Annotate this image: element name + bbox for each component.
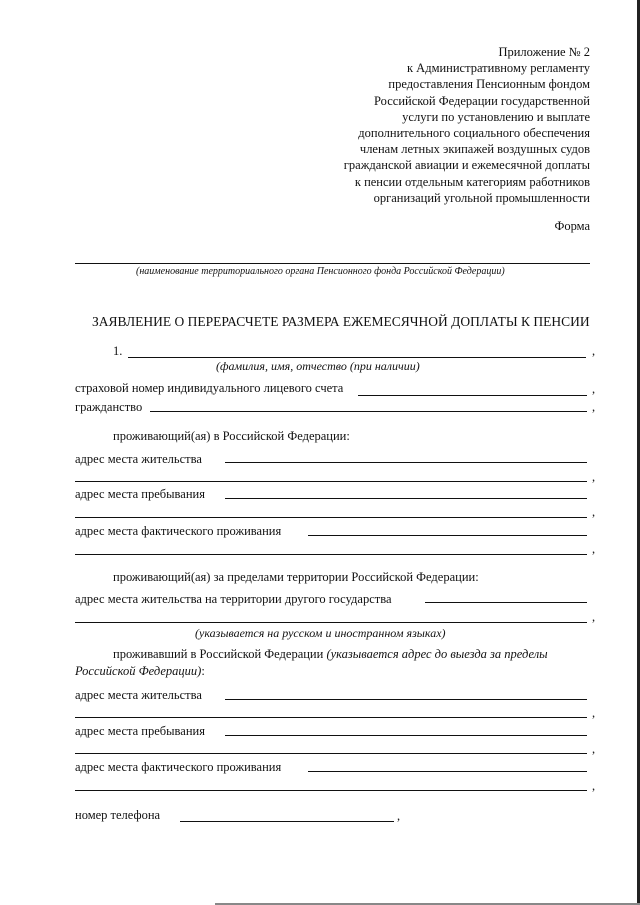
appendix-line: дополнительного социального обеспечения	[358, 126, 590, 141]
organ-name-field[interactable]	[75, 263, 590, 264]
form-label: Форма	[554, 219, 590, 233]
foreign-residence-field[interactable]	[425, 602, 587, 603]
comma: ,	[592, 470, 596, 484]
phone-field[interactable]	[180, 821, 394, 822]
rf-stay-label: адрес места пребывания	[75, 487, 205, 501]
rf-actual-field[interactable]	[308, 535, 587, 536]
snils-field[interactable]	[358, 395, 587, 396]
former-actual-field[interactable]	[308, 771, 587, 772]
language-caption: (указывается на русском и иностранном языках)	[195, 626, 446, 640]
former-heading-plain: проживавший в Российской Федерации	[113, 647, 324, 661]
former-actual-field-2[interactable]	[75, 790, 587, 791]
appendix-line: услуги по установлению и выплате	[402, 109, 590, 124]
rf-residence-label: адрес места жительства	[75, 452, 202, 466]
organ-caption: (наименование территориального органа Пенсионного фонда Российской Федерации)	[136, 266, 505, 277]
appendix-line: организаций угольной промышленности	[373, 190, 590, 205]
rf-actual-label: адрес места фактического проживания	[75, 524, 282, 538]
foreign-residence-field-2[interactable]	[75, 622, 587, 623]
snils-label: страховой номер индивидуального лицевого счета	[75, 381, 344, 395]
former-actual-label: адрес места фактического проживания	[75, 760, 282, 774]
foreign-residence-label: адрес места жительства на территории другого государства	[75, 592, 392, 606]
abroad-section-heading: проживающий(ая) за пределами территории Российской Федерации:	[113, 570, 479, 584]
comma: ,	[592, 400, 596, 414]
rf-residence-field[interactable]	[225, 462, 587, 463]
item-number: 1.	[113, 344, 123, 358]
rf-residence-field-2[interactable]	[75, 481, 587, 482]
rf-stay-field[interactable]	[225, 498, 587, 499]
appendix-line: предоставления Пенсионным фондом	[388, 77, 590, 92]
document-title: ЗАЯВЛЕНИЕ О ПЕРЕРАСЧЕТЕ РАЗМЕРА ЕЖЕМЕСЯЧНОЙ ДОПЛАТЫ К ПЕНСИИ	[92, 314, 590, 329]
former-heading-colon: :	[201, 664, 205, 678]
appendix-line: к Административному регламенту	[406, 61, 590, 76]
citizenship-field[interactable]	[150, 411, 587, 412]
comma: ,	[592, 542, 596, 556]
former-section-heading	[113, 647, 548, 662]
former-stay-field[interactable]	[225, 735, 587, 736]
former-stay-field-2[interactable]	[75, 753, 587, 754]
fio-field[interactable]	[128, 357, 586, 358]
citizenship-label: гражданство	[75, 400, 143, 414]
comma: ,	[592, 742, 596, 756]
phone-label: номер телефона	[75, 808, 161, 822]
appendix-line: членам летных экипажей воздушных судов	[359, 142, 590, 157]
fio-caption: (фамилия, имя, отчество (при наличии)	[216, 359, 420, 373]
appendix-line: Российской Федерации государственной	[374, 93, 590, 108]
former-section-heading-cont	[75, 664, 205, 679]
comma: ,	[592, 610, 596, 624]
comma: ,	[592, 779, 596, 793]
comma: ,	[592, 706, 596, 720]
rf-actual-field-2[interactable]	[75, 554, 587, 555]
former-heading-italic: (указывается адрес до выезда за пределы	[326, 647, 548, 661]
appendix-line: к пенсии отдельным категориям работников	[354, 174, 590, 189]
former-heading-italic-2: Российской Федерации)	[75, 664, 202, 678]
rf-stay-field-2[interactable]	[75, 517, 587, 518]
rf-section-heading: проживающий(ая) в Российской Федерации:	[113, 429, 350, 443]
former-residence-field-2[interactable]	[75, 717, 587, 718]
comma: ,	[592, 344, 596, 358]
appendix-block	[344, 44, 590, 206]
comma: ,	[397, 809, 401, 823]
former-residence-field[interactable]	[225, 699, 587, 700]
appendix-line: Приложение № 2	[498, 45, 590, 59]
comma: ,	[592, 505, 596, 519]
former-residence-label: адрес места жительства	[75, 688, 202, 702]
appendix-line: гражданской авиации и ежемесячной доплаты	[343, 158, 590, 173]
former-stay-label: адрес места пребывания	[75, 724, 205, 738]
comma: ,	[592, 382, 596, 396]
